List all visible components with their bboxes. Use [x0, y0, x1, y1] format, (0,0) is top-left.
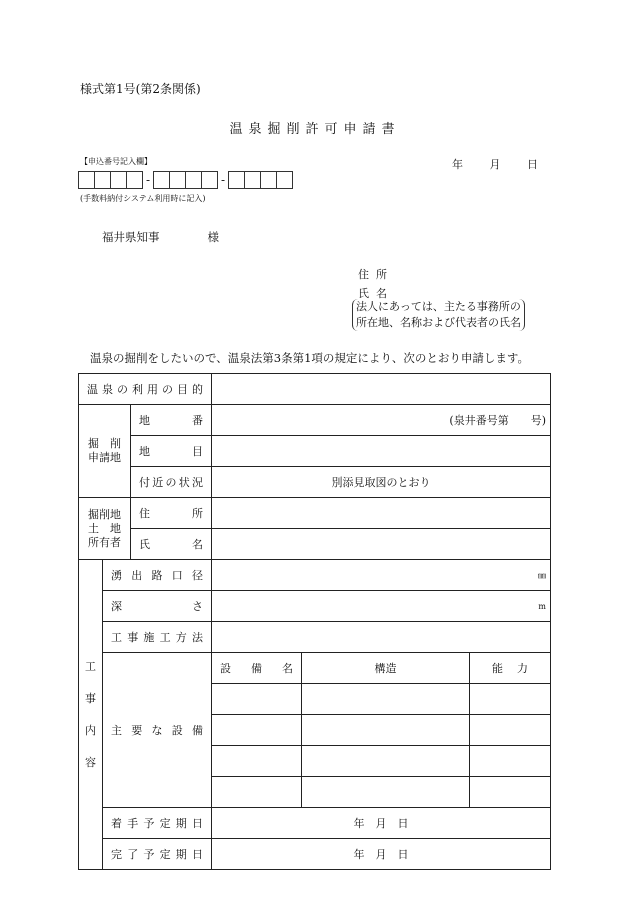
- equipment-header-name: 設備名: [212, 653, 302, 684]
- equipment-capacity-cell[interactable]: [470, 777, 551, 808]
- equipment-name-cell[interactable]: [212, 715, 302, 746]
- page-title: 温泉掘削許可申請書: [229, 122, 401, 137]
- depth-field[interactable]: [212, 591, 551, 622]
- site-group-line: 掘 削: [88, 437, 121, 450]
- equipment-capacity-cell[interactable]: [470, 684, 551, 715]
- equipment-header-capacity: 能力: [470, 653, 551, 684]
- digit-box[interactable]: [201, 171, 218, 189]
- date-day-label: 日: [527, 158, 538, 171]
- lot-field[interactable]: [212, 405, 551, 436]
- corporate-note: [352, 299, 525, 331]
- purpose-field[interactable]: [212, 374, 551, 405]
- equipment-structure-cell[interactable]: [302, 684, 470, 715]
- table-row: [79, 436, 551, 467]
- table-row: [79, 405, 551, 436]
- start-date-label: 着手予定期日: [103, 808, 212, 839]
- form-number: 様式第1号(第2条関係): [80, 82, 201, 96]
- table-row: [79, 591, 551, 622]
- surroundings-value: 別添見取図のとおり: [331, 476, 431, 489]
- equipment-structure-cell[interactable]: [302, 715, 470, 746]
- fee-note: (手数料納付システム利用時に記入): [80, 194, 206, 203]
- digit-box[interactable]: [185, 171, 202, 189]
- digit-box[interactable]: [228, 171, 245, 189]
- work-group-char: 工: [85, 659, 96, 673]
- surroundings-label: 付近の状況: [131, 467, 212, 498]
- equipment-name-cell[interactable]: [212, 746, 302, 777]
- digit-box[interactable]: [126, 171, 143, 189]
- equipment-header-structure: 構造: [302, 653, 470, 684]
- land-category-label: 地目: [131, 436, 212, 467]
- work-group-char: 事: [85, 691, 96, 705]
- addressee: [102, 229, 219, 245]
- owner-address-field[interactable]: [212, 498, 551, 529]
- application-number-group-1[interactable]: [78, 171, 143, 189]
- table-row: [79, 560, 551, 591]
- surroundings-field[interactable]: [212, 467, 551, 498]
- table-row: [79, 374, 551, 405]
- digit-box[interactable]: [169, 171, 186, 189]
- honorific: 様: [207, 230, 219, 244]
- digit-box[interactable]: [276, 171, 293, 189]
- well-number: (泉井番号第 号): [449, 414, 546, 427]
- table-row: [79, 467, 551, 498]
- addressee-name: 福井県知事: [102, 230, 160, 244]
- owner-address-label: 住所: [131, 498, 212, 529]
- table-row: [79, 808, 551, 839]
- outlet-diameter-field[interactable]: [212, 560, 551, 591]
- end-date-field[interactable]: [212, 839, 551, 870]
- start-date-field[interactable]: [212, 808, 551, 839]
- table-row: [79, 498, 551, 529]
- equipment-capacity-cell[interactable]: [470, 746, 551, 777]
- owner-group-line: 掘削地: [88, 507, 121, 521]
- application-number-field[interactable]: [78, 171, 293, 189]
- table-row: [79, 622, 551, 653]
- site-group-label: [79, 405, 131, 498]
- equipment-capacity-cell[interactable]: [470, 715, 551, 746]
- unit-m: m: [538, 601, 546, 611]
- application-table: [78, 373, 551, 870]
- table-row: [79, 529, 551, 560]
- site-group-line: 申請地: [88, 451, 121, 464]
- owner-group-label: [79, 498, 131, 560]
- date-year-label: 年: [452, 158, 463, 171]
- outlet-diameter-label: 湧出路口径: [103, 560, 212, 591]
- digit-box[interactable]: [153, 171, 170, 189]
- equipment-structure-cell[interactable]: [302, 777, 470, 808]
- method-field[interactable]: [212, 622, 551, 653]
- application-statement: 温泉の掘削をしたいので、温泉法第3条第1項の規定により、次のとおり申請します。: [90, 351, 529, 365]
- digit-box[interactable]: [244, 171, 261, 189]
- work-group-char: 内: [85, 723, 96, 737]
- unit-mm: ㎜: [538, 570, 546, 580]
- purpose-label: 温泉の利用の目的: [79, 374, 212, 405]
- land-category-field[interactable]: [212, 436, 551, 467]
- equipment-name-cell[interactable]: [212, 684, 302, 715]
- equipment-structure-cell[interactable]: [302, 746, 470, 777]
- equipment-name-cell[interactable]: [212, 777, 302, 808]
- work-group-label: [79, 560, 103, 870]
- equipment-label: 主要な設備: [103, 653, 212, 808]
- corporate-note-line: 法人にあっては、主たる事務所の: [356, 300, 521, 313]
- separator: -: [220, 173, 226, 187]
- application-date[interactable]: [452, 156, 538, 172]
- owner-group-line: 土 地: [88, 521, 121, 535]
- method-label: 工事施工方法: [103, 622, 212, 653]
- owner-name-label: 氏名: [131, 529, 212, 560]
- depth-label: 深さ: [103, 591, 212, 622]
- owner-name-field[interactable]: [212, 529, 551, 560]
- corporate-note-line: 所在地、名称および代表者の氏名: [356, 316, 521, 329]
- table-row: [79, 839, 551, 870]
- application-number-group-3[interactable]: [228, 171, 293, 189]
- end-date-value: 年 月 日: [353, 848, 409, 861]
- end-date-label: 完了予定期日: [103, 839, 212, 870]
- applicant-name-label: 氏名: [358, 287, 394, 300]
- start-date-value: 年 月 日: [353, 817, 409, 830]
- date-month-label: 月: [489, 158, 501, 171]
- separator: -: [145, 173, 151, 187]
- owner-group-line: 所有者: [88, 535, 121, 549]
- work-group-char: 容: [85, 755, 96, 769]
- applicant-address-label: 住所: [358, 268, 394, 281]
- digit-box[interactable]: [110, 171, 127, 189]
- lot-label: 地番: [131, 405, 212, 436]
- table-row: [79, 653, 551, 684]
- digit-box[interactable]: [78, 171, 95, 189]
- digit-box[interactable]: [94, 171, 111, 189]
- digit-box[interactable]: [260, 171, 277, 189]
- application-number-label: 【申込番号記入欄】: [80, 157, 152, 166]
- application-number-group-2[interactable]: [153, 171, 218, 189]
